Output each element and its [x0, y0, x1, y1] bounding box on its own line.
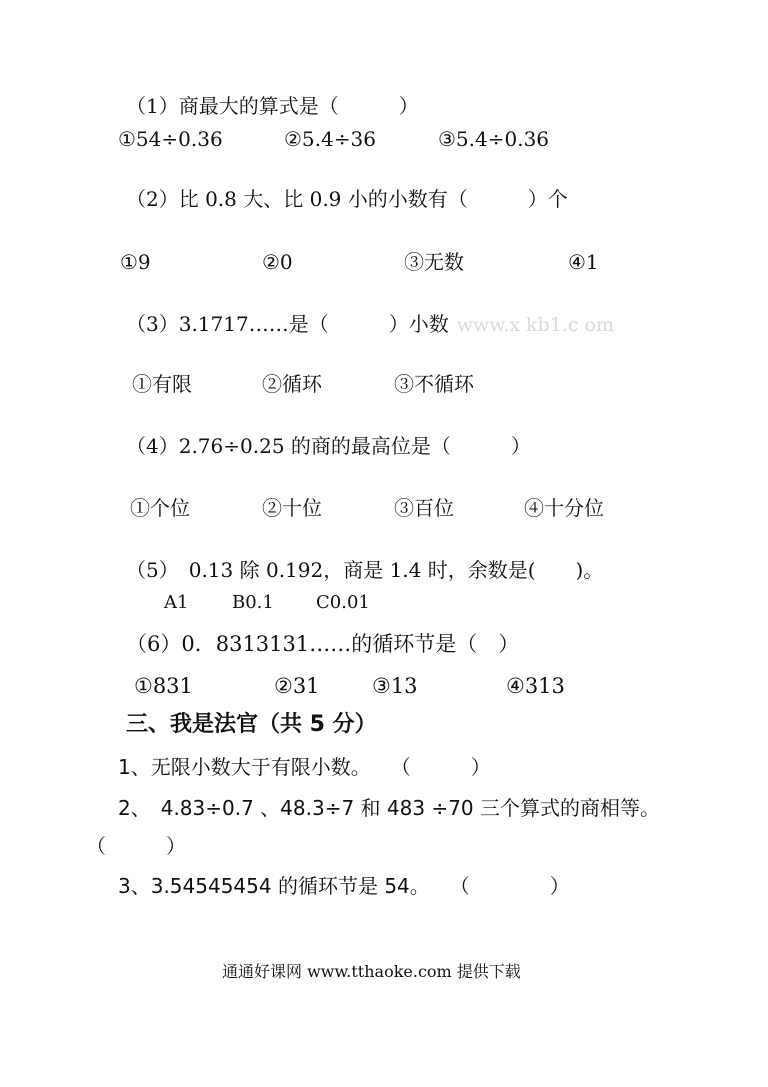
q4-option-4: ④十分位: [524, 496, 604, 520]
q2-stem: （2）比 0.8 大、比 0.9 小的小数有（ ）个: [126, 187, 568, 211]
q1-option-3: ③5.4÷0.36: [438, 127, 550, 151]
section3-item-2: 2、 4.83÷0.7 、48.3÷7 和 483 ÷70 三个算式的商相等。: [118, 796, 661, 820]
q6-option-1: ①831: [134, 674, 193, 698]
q3-stem-text: （3）3.1717……是（ ）小数: [126, 312, 449, 336]
q6-option-3: ③13: [372, 674, 418, 698]
q2-option-1: ①9: [120, 250, 151, 274]
q2-option-4: ④1: [568, 250, 599, 274]
q4-stem: （4）2.76÷0.25 的商的最高位是（ ）: [126, 434, 531, 458]
q1-stem: （1）商最大的算式是（ ）: [126, 94, 419, 118]
footer: 通通好课网 www.tthaoke.com 提供下载: [222, 962, 521, 981]
q3-stem: [126, 312, 614, 337]
q5-option-c: C0.01: [316, 592, 370, 613]
q4-option-1: ①个位: [130, 496, 190, 520]
q5-option-a: A1: [164, 592, 189, 613]
watermark: www.x kb1.c om: [456, 314, 614, 336]
q2-option-2: ②0: [262, 250, 293, 274]
q3-option-1: ①有限: [132, 372, 192, 396]
q1-option-1: ①54÷0.36: [118, 127, 223, 151]
q6-stem: （6）0．8313131……的循环节是（ ）: [126, 632, 520, 656]
section3-title: 三、我是法官（共 5 分）: [126, 712, 377, 737]
q6-option-2: ②31: [274, 674, 320, 698]
q5-stem: （5） 0.13 除 0.192，商是 1.4 时，余数是( )。: [126, 558, 604, 582]
section3-item-2-blank: （ ）: [86, 834, 186, 858]
q5-option-b: B0.1: [232, 592, 274, 613]
section3-item-1: 1、无限小数大于有限小数。 （ ）: [118, 755, 491, 779]
q1-option-2: ②5.4÷36: [284, 127, 376, 151]
q2-option-3: ③无数: [404, 250, 464, 274]
q4-option-3: ③百位: [394, 496, 454, 520]
q3-option-2: ②循环: [262, 372, 322, 396]
q4-option-2: ②十位: [262, 496, 322, 520]
section3-item-3: 3、3.54545454 的循环节是 54。 （ ）: [118, 874, 570, 898]
q3-option-3: ③不循环: [394, 372, 474, 396]
q6-option-4: ④313: [506, 674, 565, 698]
